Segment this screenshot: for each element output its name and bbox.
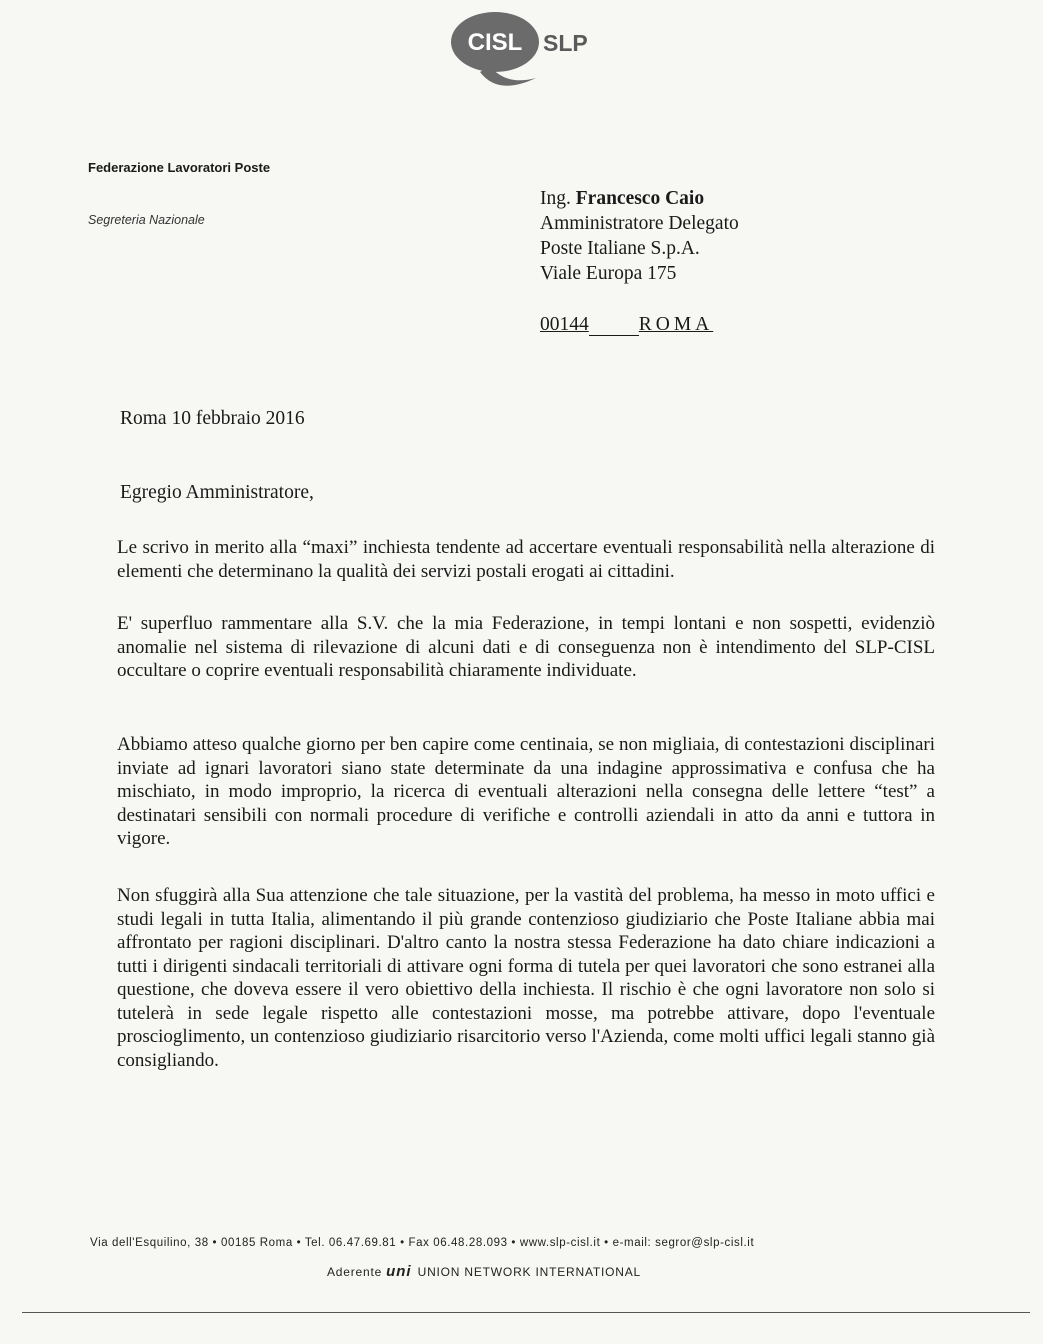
- footer-affiliation: [327, 1263, 641, 1280]
- body-paragraph-2: E' superfluo rammentare alla S.V. che la mia Federazione, in tempi lontani e non sospetti, evidenziò anomalie nel sistema di rilevazione di alcuni dati e di conseguenza non è intendimento del SLP-CISL occultare o coprire eventuali responsabilità chiaramente individuate.: [117, 613, 935, 681]
- body-paragraph-1: Le scrivo in merito alla “maxi” inchiesta tendente ad accertare eventuali responsabilità nella alterazione di elementi che determinano la qualità dei servizi postali erogati ai cittadini.: [117, 537, 935, 582]
- recipient-address: Viale Europa 175: [540, 263, 677, 284]
- affiliation-prefix: Aderente: [327, 1265, 383, 1279]
- footer-divider: [22, 1312, 1030, 1313]
- body-paragraph-4: Non sfuggirà alla Sua attenzione che tale situazione, per la vastità del problema, ha messo in moto uffici e studi legali in tutta Italia, alimentando il più grande contenzioso giudiziario che Poste Italiane abbia mai affrontato per ragioni disciplinari. D'altro canto la nostra stessa Federazione ha dato chiare indicazioni a tutti i dirigenti sindacali territoriali di attivare ogni forma di tutela per quei lavoratori che sono estranei alla questione, che doveva essere il vero obiettivo della inchiesta. Il rischio è che ogni lavoratore non solo si tutelerà in sede legale rispetto alle contestazioni mosse, ma potrebbe attivare, dopo l'eventuale proscioglimento, un contenzioso giudiziario risarcitorio verso l'Azienda, come molti uffici legali stanno già consigliando.: [117, 885, 935, 1071]
- uni-logo: uni: [386, 1263, 412, 1280]
- cisl-slp-logo: [440, 0, 620, 100]
- footer-contact-line: Via dell'Esquilino, 38 • 00185 Roma • Tel. 06.47.69.81 • Fax 06.48.28.093 • www.slp-cisl.it • e-mail: segror@slp-cisl.it: [90, 1237, 755, 1249]
- recipient-name-line: [540, 186, 739, 211]
- recipient-postcode: 00144: [540, 314, 589, 335]
- recipient-name: Francesco Caio: [575, 188, 705, 209]
- underline-spacer: [589, 315, 639, 336]
- salutation: Egregio Amministratore,: [120, 482, 314, 503]
- logo-text-cisl: CISL: [467, 29, 523, 56]
- organization-name: Federazione Lavoratori Poste: [88, 160, 271, 175]
- logo-text-slp: SLP: [543, 30, 588, 56]
- recipient-block: [540, 186, 739, 286]
- letter-date: Roma 10 febbraio 2016: [120, 408, 305, 429]
- recipient-city: ROMA: [638, 314, 714, 335]
- recipient-company: Poste Italiane S.p.A.: [540, 238, 700, 259]
- body-paragraph-3: Abbiamo atteso qualche giorno per ben capire come centinaia, se non migliaia, di contestazioni disciplinari inviate ad ignari lavoratori siano state determinate da una indagine approssimativa e confusa che ha mischiato, in modo improprio, la ricerca di eventuali alterazioni nella consegna delle lettere “test” a destinatari sensibili con normali procedure di verifiche e controlli aziendali in atto da anni e tuttora in vigore.: [117, 734, 935, 849]
- department-name: Segreteria Nazionale: [88, 213, 205, 227]
- recipient-title: Ing.: [540, 188, 571, 209]
- recipient-role: Amministratore Delegato: [540, 213, 739, 234]
- recipient-city-line: [540, 314, 713, 336]
- affiliation-name: UNION NETWORK INTERNATIONAL: [417, 1265, 641, 1279]
